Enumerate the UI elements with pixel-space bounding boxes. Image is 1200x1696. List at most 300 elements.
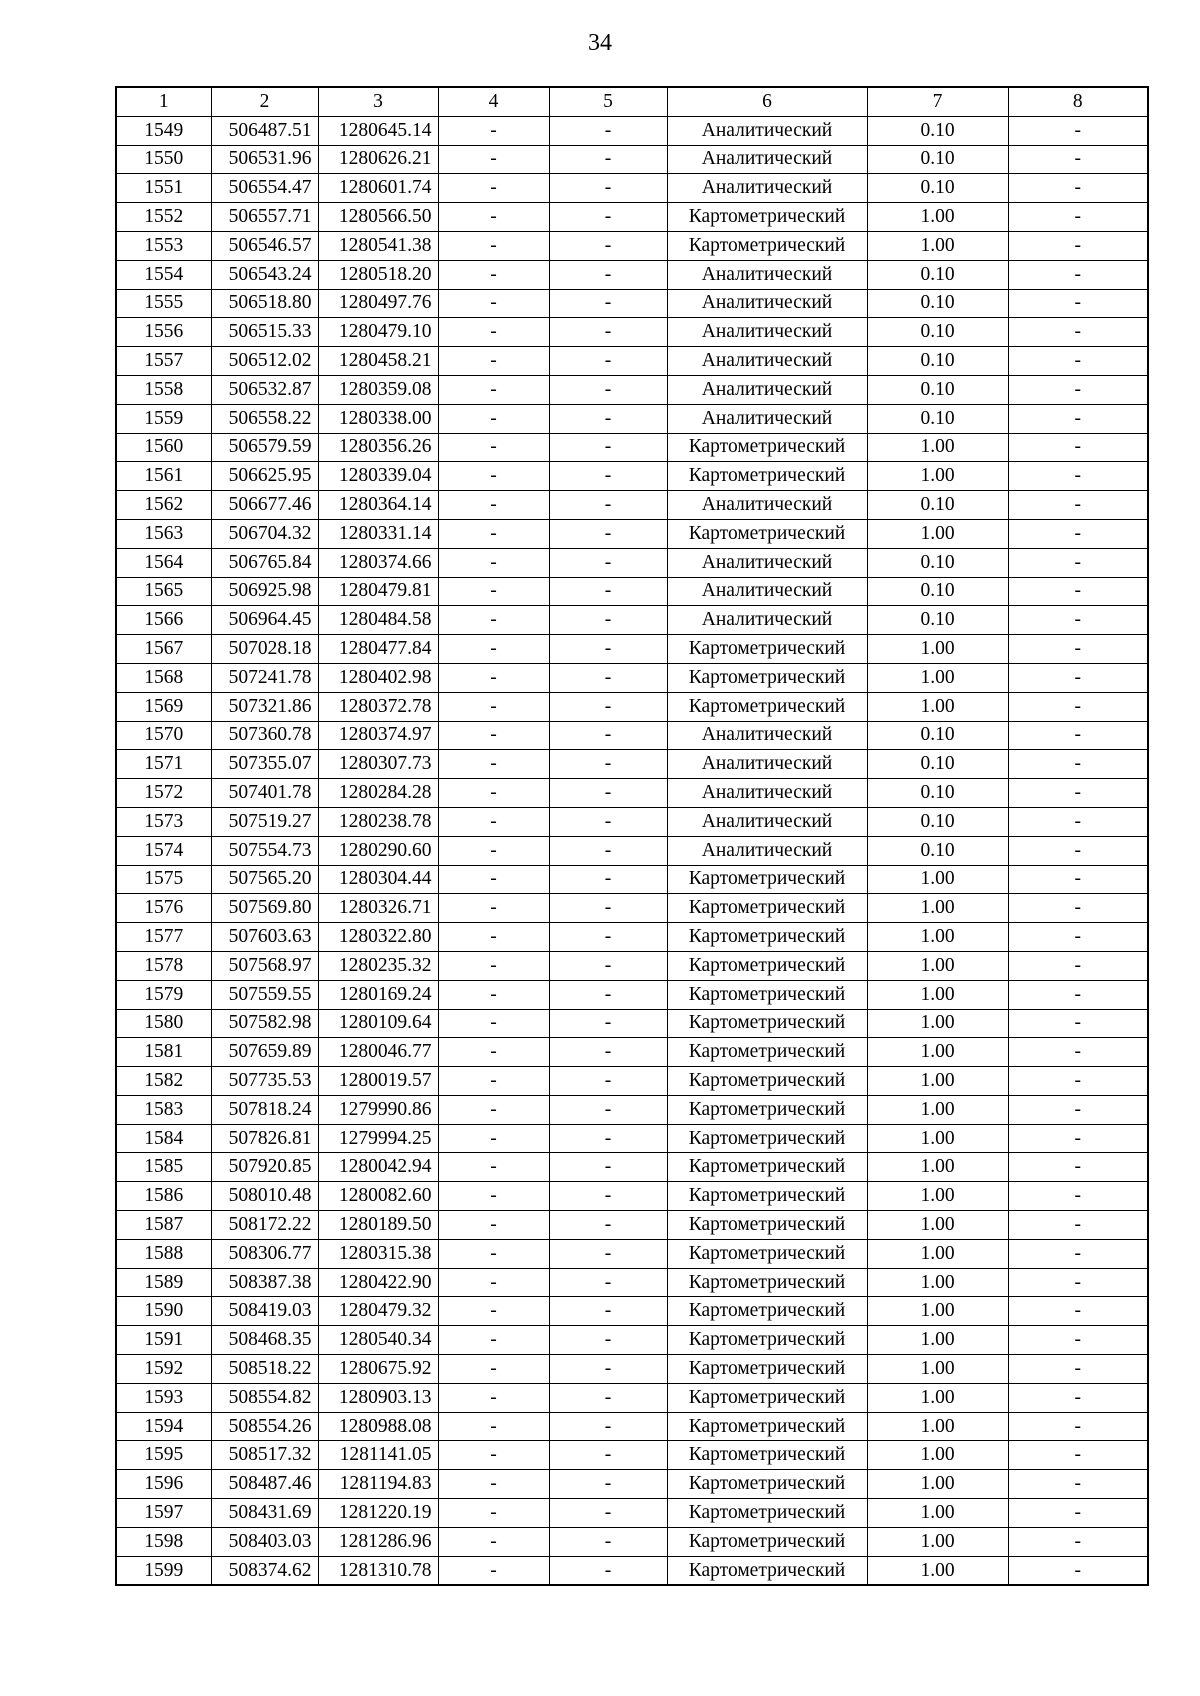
cell-col-5: -	[549, 577, 667, 606]
cell-x-coordinate: 506677.46	[211, 491, 318, 520]
cell-y-coordinate: 1280626.21	[318, 145, 438, 174]
cell-method: Аналитический	[667, 347, 867, 376]
cell-x-coordinate: 506579.59	[211, 433, 318, 462]
cell-method: Аналитический	[667, 606, 867, 635]
cell-method: Аналитический	[667, 807, 867, 836]
cell-y-coordinate: 1280019.57	[318, 1067, 438, 1096]
table-row	[116, 1038, 1148, 1067]
cell-method: Картометрический	[667, 1268, 867, 1297]
table-row	[116, 692, 1148, 721]
cell-col-5: -	[549, 1009, 667, 1038]
table-row	[116, 1527, 1148, 1556]
cell-col-8: -	[1008, 145, 1148, 174]
cell-col-4: -	[438, 1412, 549, 1441]
cell-point-number: 1560	[116, 433, 211, 462]
cell-col-5: -	[549, 721, 667, 750]
table-row	[116, 1182, 1148, 1211]
table-row	[116, 721, 1148, 750]
cell-col-5: -	[549, 404, 667, 433]
cell-y-coordinate: 1280338.00	[318, 404, 438, 433]
table-row	[116, 145, 1148, 174]
cell-accuracy: 0.10	[867, 721, 1008, 750]
cell-point-number: 1594	[116, 1412, 211, 1441]
cell-point-number: 1574	[116, 836, 211, 865]
cell-point-number: 1579	[116, 980, 211, 1009]
table-row	[116, 1297, 1148, 1326]
table-row	[116, 1412, 1148, 1441]
cell-col-4: -	[438, 1527, 549, 1556]
cell-y-coordinate: 1280284.28	[318, 779, 438, 808]
cell-method: Картометрический	[667, 1326, 867, 1355]
cell-accuracy: 1.00	[867, 1067, 1008, 1096]
cell-x-coordinate: 507241.78	[211, 663, 318, 692]
cell-x-coordinate: 507818.24	[211, 1095, 318, 1124]
cell-accuracy: 1.00	[867, 433, 1008, 462]
coordinates-table	[115, 86, 1149, 1586]
cell-x-coordinate: 507565.20	[211, 865, 318, 894]
cell-x-coordinate: 507920.85	[211, 1153, 318, 1182]
cell-accuracy: 0.10	[867, 807, 1008, 836]
cell-point-number: 1592	[116, 1355, 211, 1384]
cell-accuracy: 1.00	[867, 663, 1008, 692]
cell-y-coordinate: 1280903.13	[318, 1383, 438, 1412]
cell-col-8: -	[1008, 577, 1148, 606]
cell-x-coordinate: 508517.32	[211, 1441, 318, 1470]
cell-col-5: -	[549, 491, 667, 520]
cell-col-4: -	[438, 1067, 549, 1096]
cell-col-5: -	[549, 1067, 667, 1096]
cell-y-coordinate: 1280402.98	[318, 663, 438, 692]
column-header: 6	[667, 87, 867, 116]
cell-col-8: -	[1008, 1095, 1148, 1124]
cell-col-8: -	[1008, 375, 1148, 404]
cell-accuracy: 0.10	[867, 491, 1008, 520]
cell-col-4: -	[438, 1326, 549, 1355]
cell-accuracy: 0.10	[867, 116, 1008, 145]
cell-col-4: -	[438, 923, 549, 952]
table-row	[116, 231, 1148, 260]
cell-col-8: -	[1008, 721, 1148, 750]
cell-method: Аналитический	[667, 260, 867, 289]
cell-x-coordinate: 506518.80	[211, 289, 318, 318]
table-row	[116, 951, 1148, 980]
cell-accuracy: 0.10	[867, 606, 1008, 635]
cell-col-5: -	[549, 1153, 667, 1182]
cell-point-number: 1598	[116, 1527, 211, 1556]
cell-col-5: -	[549, 1383, 667, 1412]
cell-method: Аналитический	[667, 721, 867, 750]
cell-x-coordinate: 506532.87	[211, 375, 318, 404]
table-row	[116, 1441, 1148, 1470]
cell-point-number: 1549	[116, 116, 211, 145]
cell-col-8: -	[1008, 1038, 1148, 1067]
cell-method: Аналитический	[667, 145, 867, 174]
cell-col-4: -	[438, 1470, 549, 1499]
cell-method: Аналитический	[667, 289, 867, 318]
cell-col-4: -	[438, 318, 549, 347]
cell-col-5: -	[549, 1412, 667, 1441]
cell-point-number: 1573	[116, 807, 211, 836]
cell-col-5: -	[549, 807, 667, 836]
cell-accuracy: 1.00	[867, 1499, 1008, 1528]
cell-x-coordinate: 508374.62	[211, 1556, 318, 1585]
cell-col-4: -	[438, 260, 549, 289]
table-row	[116, 1355, 1148, 1384]
cell-point-number: 1571	[116, 750, 211, 779]
table-row	[116, 433, 1148, 462]
cell-accuracy: 1.00	[867, 1095, 1008, 1124]
cell-x-coordinate: 507826.81	[211, 1124, 318, 1153]
cell-col-5: -	[549, 462, 667, 491]
table-row	[116, 1095, 1148, 1124]
cell-col-8: -	[1008, 980, 1148, 1009]
cell-y-coordinate: 1281310.78	[318, 1556, 438, 1585]
cell-method: Картометрический	[667, 1067, 867, 1096]
cell-col-5: -	[549, 548, 667, 577]
cell-col-4: -	[438, 375, 549, 404]
cell-y-coordinate: 1280566.50	[318, 203, 438, 232]
cell-y-coordinate: 1280988.08	[318, 1412, 438, 1441]
cell-x-coordinate: 506543.24	[211, 260, 318, 289]
cell-x-coordinate: 507659.89	[211, 1038, 318, 1067]
cell-y-coordinate: 1280479.10	[318, 318, 438, 347]
cell-x-coordinate: 507401.78	[211, 779, 318, 808]
cell-accuracy: 0.10	[867, 347, 1008, 376]
table-row	[116, 116, 1148, 145]
cell-accuracy: 0.10	[867, 145, 1008, 174]
cell-col-5: -	[549, 923, 667, 952]
cell-y-coordinate: 1281194.83	[318, 1470, 438, 1499]
cell-point-number: 1567	[116, 635, 211, 664]
cell-col-5: -	[549, 606, 667, 635]
cell-col-5: -	[549, 836, 667, 865]
page-number: 34	[588, 30, 612, 56]
cell-col-8: -	[1008, 1239, 1148, 1268]
cell-accuracy: 1.00	[867, 1239, 1008, 1268]
cell-accuracy: 1.00	[867, 692, 1008, 721]
cell-point-number: 1556	[116, 318, 211, 347]
cell-y-coordinate: 1280458.21	[318, 347, 438, 376]
cell-col-8: -	[1008, 692, 1148, 721]
cell-accuracy: 1.00	[867, 1441, 1008, 1470]
cell-col-8: -	[1008, 1499, 1148, 1528]
cell-method: Картометрический	[667, 1095, 867, 1124]
cell-x-coordinate: 508431.69	[211, 1499, 318, 1528]
cell-method: Картометрический	[667, 1239, 867, 1268]
cell-method: Картометрический	[667, 1124, 867, 1153]
cell-y-coordinate: 1280477.84	[318, 635, 438, 664]
cell-point-number: 1558	[116, 375, 211, 404]
cell-accuracy: 1.00	[867, 635, 1008, 664]
cell-col-4: -	[438, 404, 549, 433]
cell-accuracy: 0.10	[867, 404, 1008, 433]
table-row	[116, 491, 1148, 520]
cell-col-4: -	[438, 1124, 549, 1153]
cell-point-number: 1595	[116, 1441, 211, 1470]
cell-col-4: -	[438, 174, 549, 203]
cell-point-number: 1553	[116, 231, 211, 260]
cell-col-8: -	[1008, 231, 1148, 260]
cell-accuracy: 1.00	[867, 203, 1008, 232]
cell-x-coordinate: 507554.73	[211, 836, 318, 865]
cell-x-coordinate: 507355.07	[211, 750, 318, 779]
cell-method: Картометрический	[667, 1470, 867, 1499]
cell-y-coordinate: 1280374.97	[318, 721, 438, 750]
cell-x-coordinate: 507321.86	[211, 692, 318, 721]
cell-accuracy: 1.00	[867, 231, 1008, 260]
cell-col-8: -	[1008, 635, 1148, 664]
cell-point-number: 1554	[116, 260, 211, 289]
table-row	[116, 1067, 1148, 1096]
cell-col-5: -	[549, 1499, 667, 1528]
cell-col-4: -	[438, 1009, 549, 1038]
table-row	[116, 1124, 1148, 1153]
cell-x-coordinate: 506925.98	[211, 577, 318, 606]
cell-y-coordinate: 1280359.08	[318, 375, 438, 404]
cell-col-5: -	[549, 1441, 667, 1470]
cell-col-5: -	[549, 1556, 667, 1585]
cell-point-number: 1550	[116, 145, 211, 174]
cell-col-4: -	[438, 865, 549, 894]
cell-y-coordinate: 1280497.76	[318, 289, 438, 318]
cell-point-number: 1588	[116, 1239, 211, 1268]
cell-col-8: -	[1008, 663, 1148, 692]
cell-x-coordinate: 508403.03	[211, 1527, 318, 1556]
cell-y-coordinate: 1280326.71	[318, 894, 438, 923]
cell-col-4: -	[438, 836, 549, 865]
cell-method: Картометрический	[667, 1355, 867, 1384]
cell-accuracy: 0.10	[867, 174, 1008, 203]
table-row	[116, 1499, 1148, 1528]
cell-col-5: -	[549, 1268, 667, 1297]
cell-col-5: -	[549, 1326, 667, 1355]
cell-accuracy: 1.00	[867, 1412, 1008, 1441]
cell-y-coordinate: 1280042.94	[318, 1153, 438, 1182]
column-header: 3	[318, 87, 438, 116]
table-row	[116, 836, 1148, 865]
cell-accuracy: 1.00	[867, 1326, 1008, 1355]
cell-col-8: -	[1008, 174, 1148, 203]
cell-y-coordinate: 1280601.74	[318, 174, 438, 203]
cell-col-8: -	[1008, 1326, 1148, 1355]
cell-point-number: 1561	[116, 462, 211, 491]
cell-y-coordinate: 1280189.50	[318, 1211, 438, 1240]
cell-y-coordinate: 1280540.34	[318, 1326, 438, 1355]
cell-col-5: -	[549, 231, 667, 260]
cell-point-number: 1589	[116, 1268, 211, 1297]
cell-x-coordinate: 507519.27	[211, 807, 318, 836]
cell-point-number: 1580	[116, 1009, 211, 1038]
cell-col-4: -	[438, 1182, 549, 1211]
cell-col-4: -	[438, 1355, 549, 1384]
cell-col-5: -	[549, 894, 667, 923]
table-row	[116, 318, 1148, 347]
cell-method: Картометрический	[667, 923, 867, 952]
cell-col-4: -	[438, 1095, 549, 1124]
cell-x-coordinate: 506512.02	[211, 347, 318, 376]
table-row	[116, 519, 1148, 548]
cell-col-4: -	[438, 1556, 549, 1585]
cell-col-5: -	[549, 1527, 667, 1556]
cell-point-number: 1586	[116, 1182, 211, 1211]
cell-col-8: -	[1008, 289, 1148, 318]
cell-y-coordinate: 1280484.58	[318, 606, 438, 635]
cell-x-coordinate: 508419.03	[211, 1297, 318, 1326]
table-body	[116, 116, 1148, 1585]
cell-col-8: -	[1008, 836, 1148, 865]
table-row	[116, 577, 1148, 606]
cell-accuracy: 0.10	[867, 548, 1008, 577]
cell-accuracy: 1.00	[867, 462, 1008, 491]
cell-point-number: 1569	[116, 692, 211, 721]
cell-point-number: 1566	[116, 606, 211, 635]
cell-col-8: -	[1008, 1412, 1148, 1441]
cell-col-8: -	[1008, 491, 1148, 520]
table-row	[116, 1268, 1148, 1297]
cell-y-coordinate: 1280169.24	[318, 980, 438, 1009]
cell-point-number: 1584	[116, 1124, 211, 1153]
table-row	[116, 289, 1148, 318]
cell-accuracy: 1.00	[867, 1297, 1008, 1326]
cell-method: Аналитический	[667, 750, 867, 779]
cell-col-4: -	[438, 1499, 549, 1528]
cell-method: Картометрический	[667, 865, 867, 894]
cell-col-5: -	[549, 865, 667, 894]
cell-col-4: -	[438, 491, 549, 520]
column-header: 2	[211, 87, 318, 116]
cell-col-8: -	[1008, 1268, 1148, 1297]
cell-method: Картометрический	[667, 1297, 867, 1326]
cell-point-number: 1581	[116, 1038, 211, 1067]
cell-accuracy: 1.00	[867, 865, 1008, 894]
cell-col-4: -	[438, 462, 549, 491]
cell-col-5: -	[549, 951, 667, 980]
cell-point-number: 1578	[116, 951, 211, 980]
cell-x-coordinate: 508554.26	[211, 1412, 318, 1441]
cell-col-5: -	[549, 980, 667, 1009]
cell-col-4: -	[438, 1239, 549, 1268]
cell-method: Картометрический	[667, 1441, 867, 1470]
cell-point-number: 1599	[116, 1556, 211, 1585]
cell-accuracy: 1.00	[867, 1556, 1008, 1585]
cell-col-4: -	[438, 980, 549, 1009]
cell-col-8: -	[1008, 1297, 1148, 1326]
column-header: 5	[549, 87, 667, 116]
cell-method: Картометрический	[667, 231, 867, 260]
cell-x-coordinate: 507603.63	[211, 923, 318, 952]
cell-x-coordinate: 508554.82	[211, 1383, 318, 1412]
table-row	[116, 260, 1148, 289]
cell-y-coordinate: 1280304.44	[318, 865, 438, 894]
cell-accuracy: 1.00	[867, 980, 1008, 1009]
cell-accuracy: 1.00	[867, 1124, 1008, 1153]
cell-point-number: 1577	[116, 923, 211, 952]
cell-y-coordinate: 1280364.14	[318, 491, 438, 520]
cell-method: Картометрический	[667, 1383, 867, 1412]
cell-col-8: -	[1008, 1067, 1148, 1096]
cell-col-5: -	[549, 375, 667, 404]
cell-y-coordinate: 1281141.05	[318, 1441, 438, 1470]
column-header: 4	[438, 87, 549, 116]
cell-col-4: -	[438, 203, 549, 232]
table-row	[116, 807, 1148, 836]
cell-col-4: -	[438, 1297, 549, 1326]
cell-point-number: 1559	[116, 404, 211, 433]
cell-x-coordinate: 506625.95	[211, 462, 318, 491]
cell-accuracy: 1.00	[867, 1383, 1008, 1412]
cell-method: Аналитический	[667, 174, 867, 203]
cell-point-number: 1582	[116, 1067, 211, 1096]
cell-col-4: -	[438, 231, 549, 260]
cell-col-8: -	[1008, 203, 1148, 232]
cell-col-8: -	[1008, 865, 1148, 894]
column-header: 1	[116, 87, 211, 116]
cell-method: Картометрический	[667, 1499, 867, 1528]
cell-point-number: 1562	[116, 491, 211, 520]
cell-accuracy: 0.10	[867, 779, 1008, 808]
cell-col-8: -	[1008, 519, 1148, 548]
cell-point-number: 1551	[116, 174, 211, 203]
cell-x-coordinate: 507582.98	[211, 1009, 318, 1038]
cell-col-8: -	[1008, 318, 1148, 347]
cell-point-number: 1596	[116, 1470, 211, 1499]
cell-col-8: -	[1008, 779, 1148, 808]
cell-col-4: -	[438, 548, 549, 577]
cell-col-8: -	[1008, 894, 1148, 923]
table-row	[116, 1326, 1148, 1355]
cell-x-coordinate: 506765.84	[211, 548, 318, 577]
cell-x-coordinate: 508487.46	[211, 1470, 318, 1499]
cell-col-4: -	[438, 1211, 549, 1240]
cell-col-5: -	[549, 289, 667, 318]
cell-y-coordinate: 1280109.64	[318, 1009, 438, 1038]
cell-method: Аналитический	[667, 779, 867, 808]
cell-y-coordinate: 1281220.19	[318, 1499, 438, 1528]
cell-method: Картометрический	[667, 980, 867, 1009]
table-row	[116, 894, 1148, 923]
cell-col-4: -	[438, 894, 549, 923]
cell-accuracy: 0.10	[867, 289, 1008, 318]
cell-col-4: -	[438, 951, 549, 980]
cell-col-5: -	[549, 174, 667, 203]
cell-col-8: -	[1008, 606, 1148, 635]
cell-accuracy: 1.00	[867, 951, 1008, 980]
cell-method: Аналитический	[667, 375, 867, 404]
table-row	[116, 203, 1148, 232]
cell-col-4: -	[438, 606, 549, 635]
cell-x-coordinate: 506546.57	[211, 231, 318, 260]
cell-x-coordinate: 508172.22	[211, 1211, 318, 1240]
cell-col-4: -	[438, 1383, 549, 1412]
cell-col-8: -	[1008, 1182, 1148, 1211]
cell-y-coordinate: 1280082.60	[318, 1182, 438, 1211]
cell-x-coordinate: 506487.51	[211, 116, 318, 145]
cell-col-8: -	[1008, 807, 1148, 836]
cell-method: Картометрический	[667, 1182, 867, 1211]
cell-x-coordinate: 507559.55	[211, 980, 318, 1009]
cell-col-5: -	[549, 692, 667, 721]
cell-x-coordinate: 506557.71	[211, 203, 318, 232]
cell-col-8: -	[1008, 404, 1148, 433]
cell-col-5: -	[549, 635, 667, 664]
cell-col-4: -	[438, 807, 549, 836]
cell-col-8: -	[1008, 548, 1148, 577]
table-row	[116, 1153, 1148, 1182]
cell-point-number: 1557	[116, 347, 211, 376]
cell-col-4: -	[438, 289, 549, 318]
cell-method: Картометрический	[667, 433, 867, 462]
cell-accuracy: 0.10	[867, 260, 1008, 289]
